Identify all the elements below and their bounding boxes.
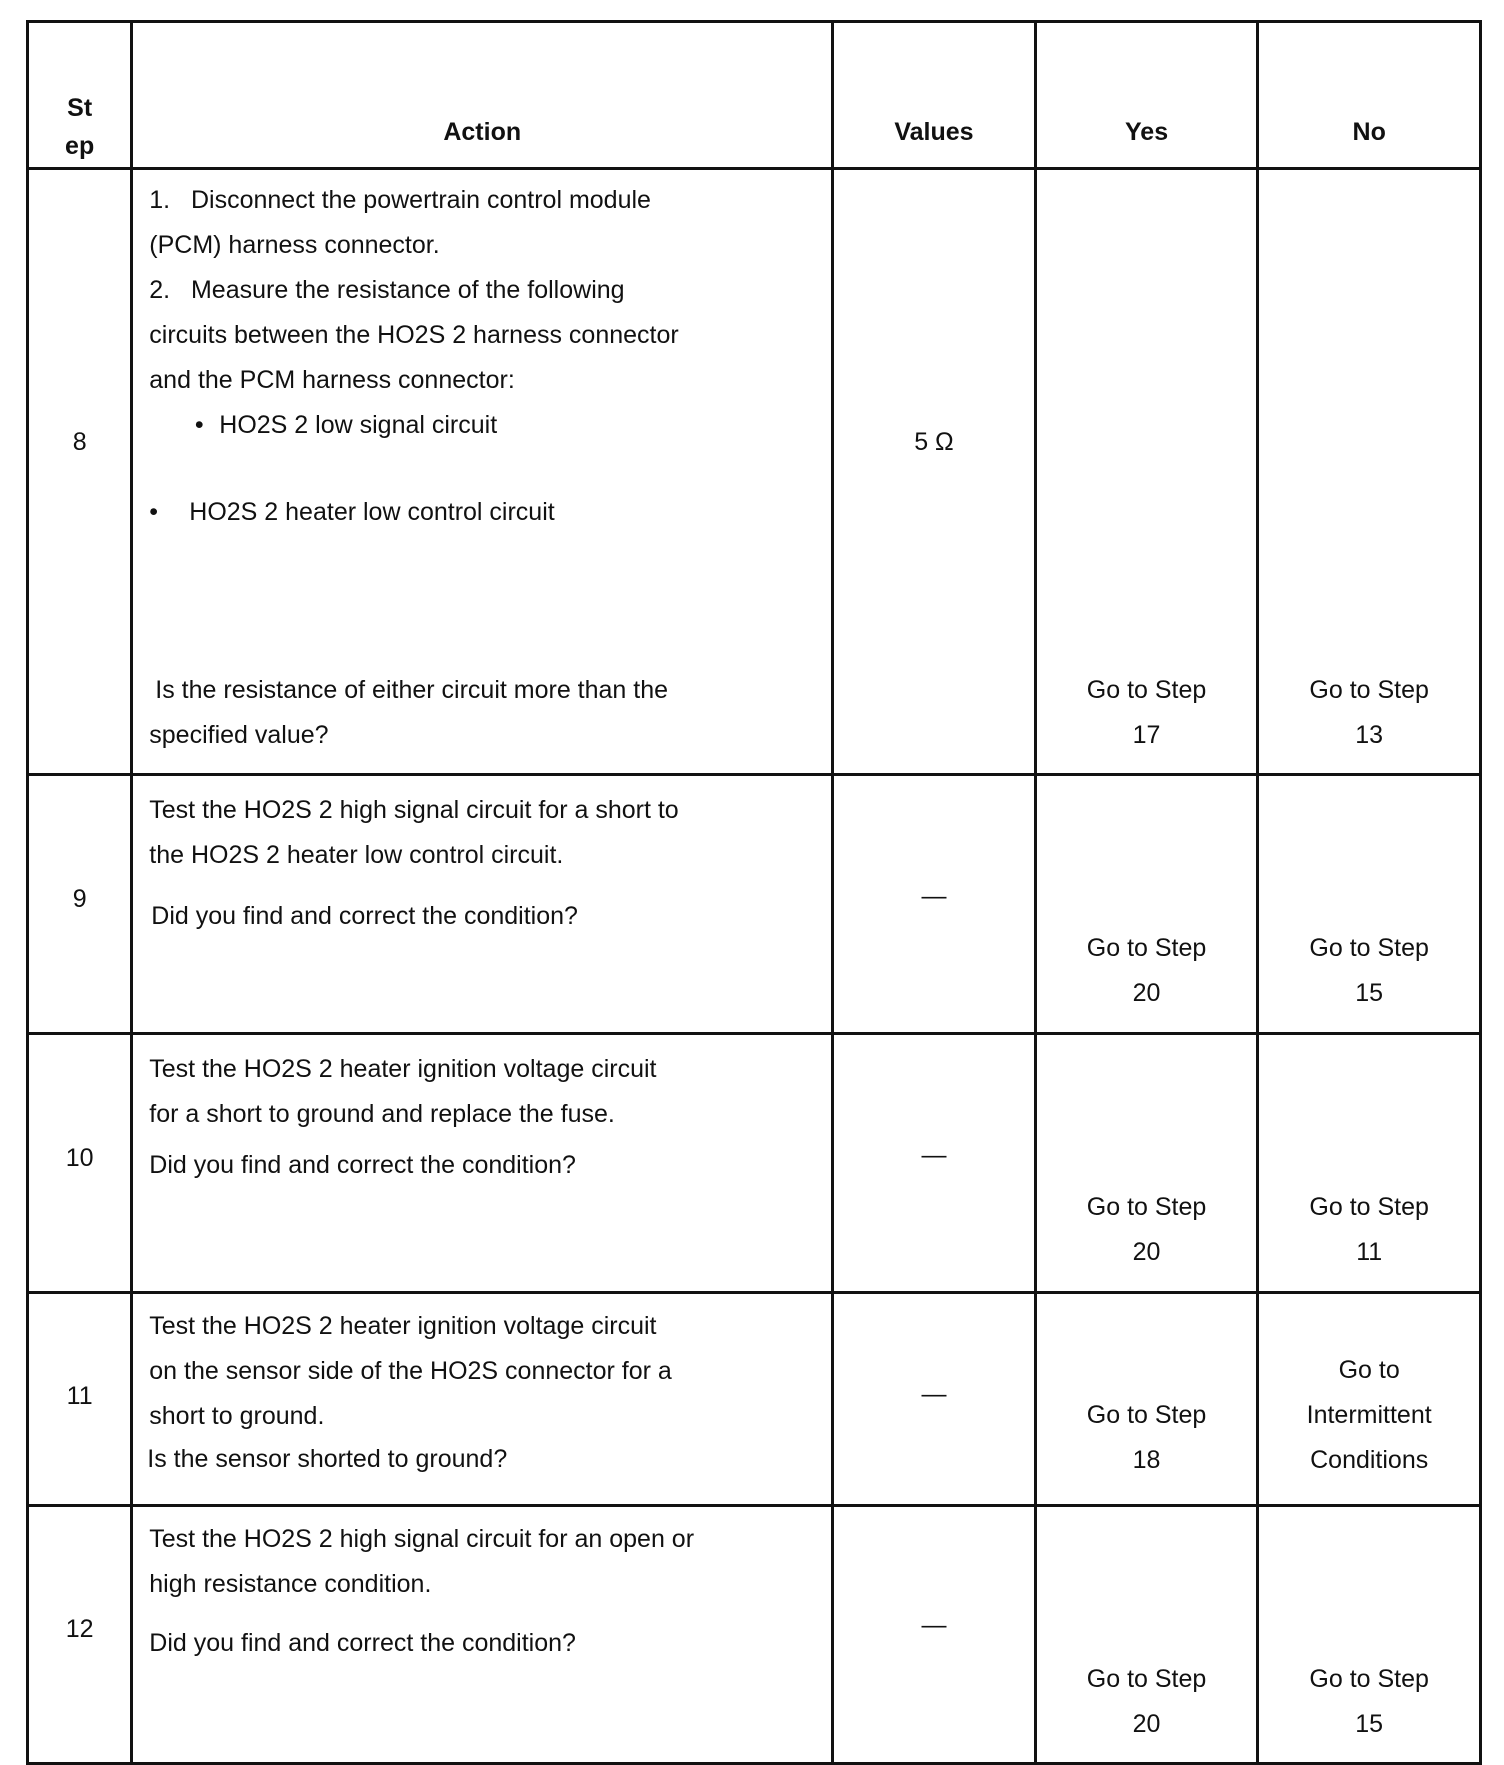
yes-cell: Go to Step 18	[1086, 1401, 1207, 1474]
bullet-text: HO2S 2 heater low control circuit	[189, 498, 555, 526]
action-text	[149, 1517, 821, 1666]
action-line: Test the HO2S 2 high signal circuit for an open or	[149, 1525, 695, 1553]
value-cell: —	[921, 882, 947, 910]
header-values: Values	[833, 22, 1036, 169]
bullet-icon: •	[149, 498, 159, 526]
action-line: Test the HO2S 2 heater ignition voltage circuit	[149, 1055, 657, 1083]
action-line: the HO2S 2 heater low control circuit.	[149, 841, 564, 869]
header-yes: Yes	[1035, 22, 1258, 169]
step-number: 9	[72, 885, 87, 913]
action-line: Test the HO2S 2 high signal circuit for a short to	[149, 796, 679, 824]
action-line: Measure the resistance of the following	[190, 276, 625, 304]
step-number: 8	[72, 428, 87, 456]
table-row	[28, 169, 1481, 775]
header-step	[28, 22, 132, 169]
item-number: 2.	[149, 276, 171, 304]
action-question: Did you find and correct the condition?	[149, 1629, 576, 1657]
action-line: and the PCM harness connector:	[149, 366, 515, 394]
action-text	[149, 1304, 821, 1482]
action-line: for a short to ground and replace the fuse.	[149, 1100, 615, 1128]
yes-cell: Go to Step 20	[1086, 1193, 1207, 1266]
no-cell: Go to Intermittent Conditions	[1306, 1356, 1432, 1474]
action-line: high resistance condition.	[149, 1570, 432, 1598]
action-question: Is the resistance of either circuit more than the specified value?	[149, 676, 669, 749]
bullet-icon: •	[194, 411, 204, 439]
diagnostic-table	[26, 20, 1482, 1765]
action-text	[149, 178, 821, 535]
table-row	[28, 1293, 1481, 1506]
step-number: 10	[65, 1144, 94, 1172]
action-line: on the sensor side of the HO2S connector for a	[149, 1357, 672, 1385]
yes-cell: Go to Step 17	[1086, 676, 1207, 749]
action-text	[149, 788, 821, 939]
no-cell: Go to Step 11	[1309, 1193, 1429, 1266]
action-question: Did you find and correct the condition?	[149, 1151, 576, 1179]
table-row	[28, 1506, 1481, 1764]
action-question: Did you find and correct the condition?	[151, 902, 578, 930]
no-cell: Go to Step 15	[1309, 934, 1429, 1007]
step-number: 11	[66, 1382, 93, 1410]
value-cell: —	[921, 1611, 947, 1639]
action-line: short to ground.	[149, 1402, 325, 1430]
header-row	[28, 22, 1481, 169]
action-line: circuits between the HO2S 2 harness connector	[149, 321, 679, 349]
action-question: Is the sensor shorted to ground?	[147, 1445, 508, 1473]
yes-cell: Go to Step 20	[1086, 934, 1207, 1007]
header-action: Action	[132, 22, 833, 169]
action-text	[149, 1047, 821, 1188]
action-line: Disconnect the powertrain control module	[190, 186, 651, 214]
item-number: 1.	[149, 186, 171, 214]
value-cell: 5 Ω	[914, 428, 954, 456]
no-cell: Go to Step 13	[1309, 676, 1429, 749]
no-cell: Go to Step 15	[1309, 1665, 1429, 1738]
step-number: 12	[65, 1615, 94, 1643]
yes-cell: Go to Step 20	[1086, 1665, 1207, 1738]
value-cell: —	[921, 1380, 947, 1408]
table-row	[28, 1034, 1481, 1293]
header-step-line2: ep	[65, 132, 95, 160]
action-line: (PCM) harness connector.	[149, 231, 440, 259]
action-line: Test the HO2S 2 heater ignition voltage circuit	[149, 1312, 657, 1340]
value-cell: —	[921, 1141, 947, 1169]
table-row	[28, 775, 1481, 1034]
header-step-line1: St	[67, 94, 93, 122]
header-no: No	[1258, 22, 1481, 169]
bullet-text: HO2S 2 low signal circuit	[219, 411, 498, 439]
